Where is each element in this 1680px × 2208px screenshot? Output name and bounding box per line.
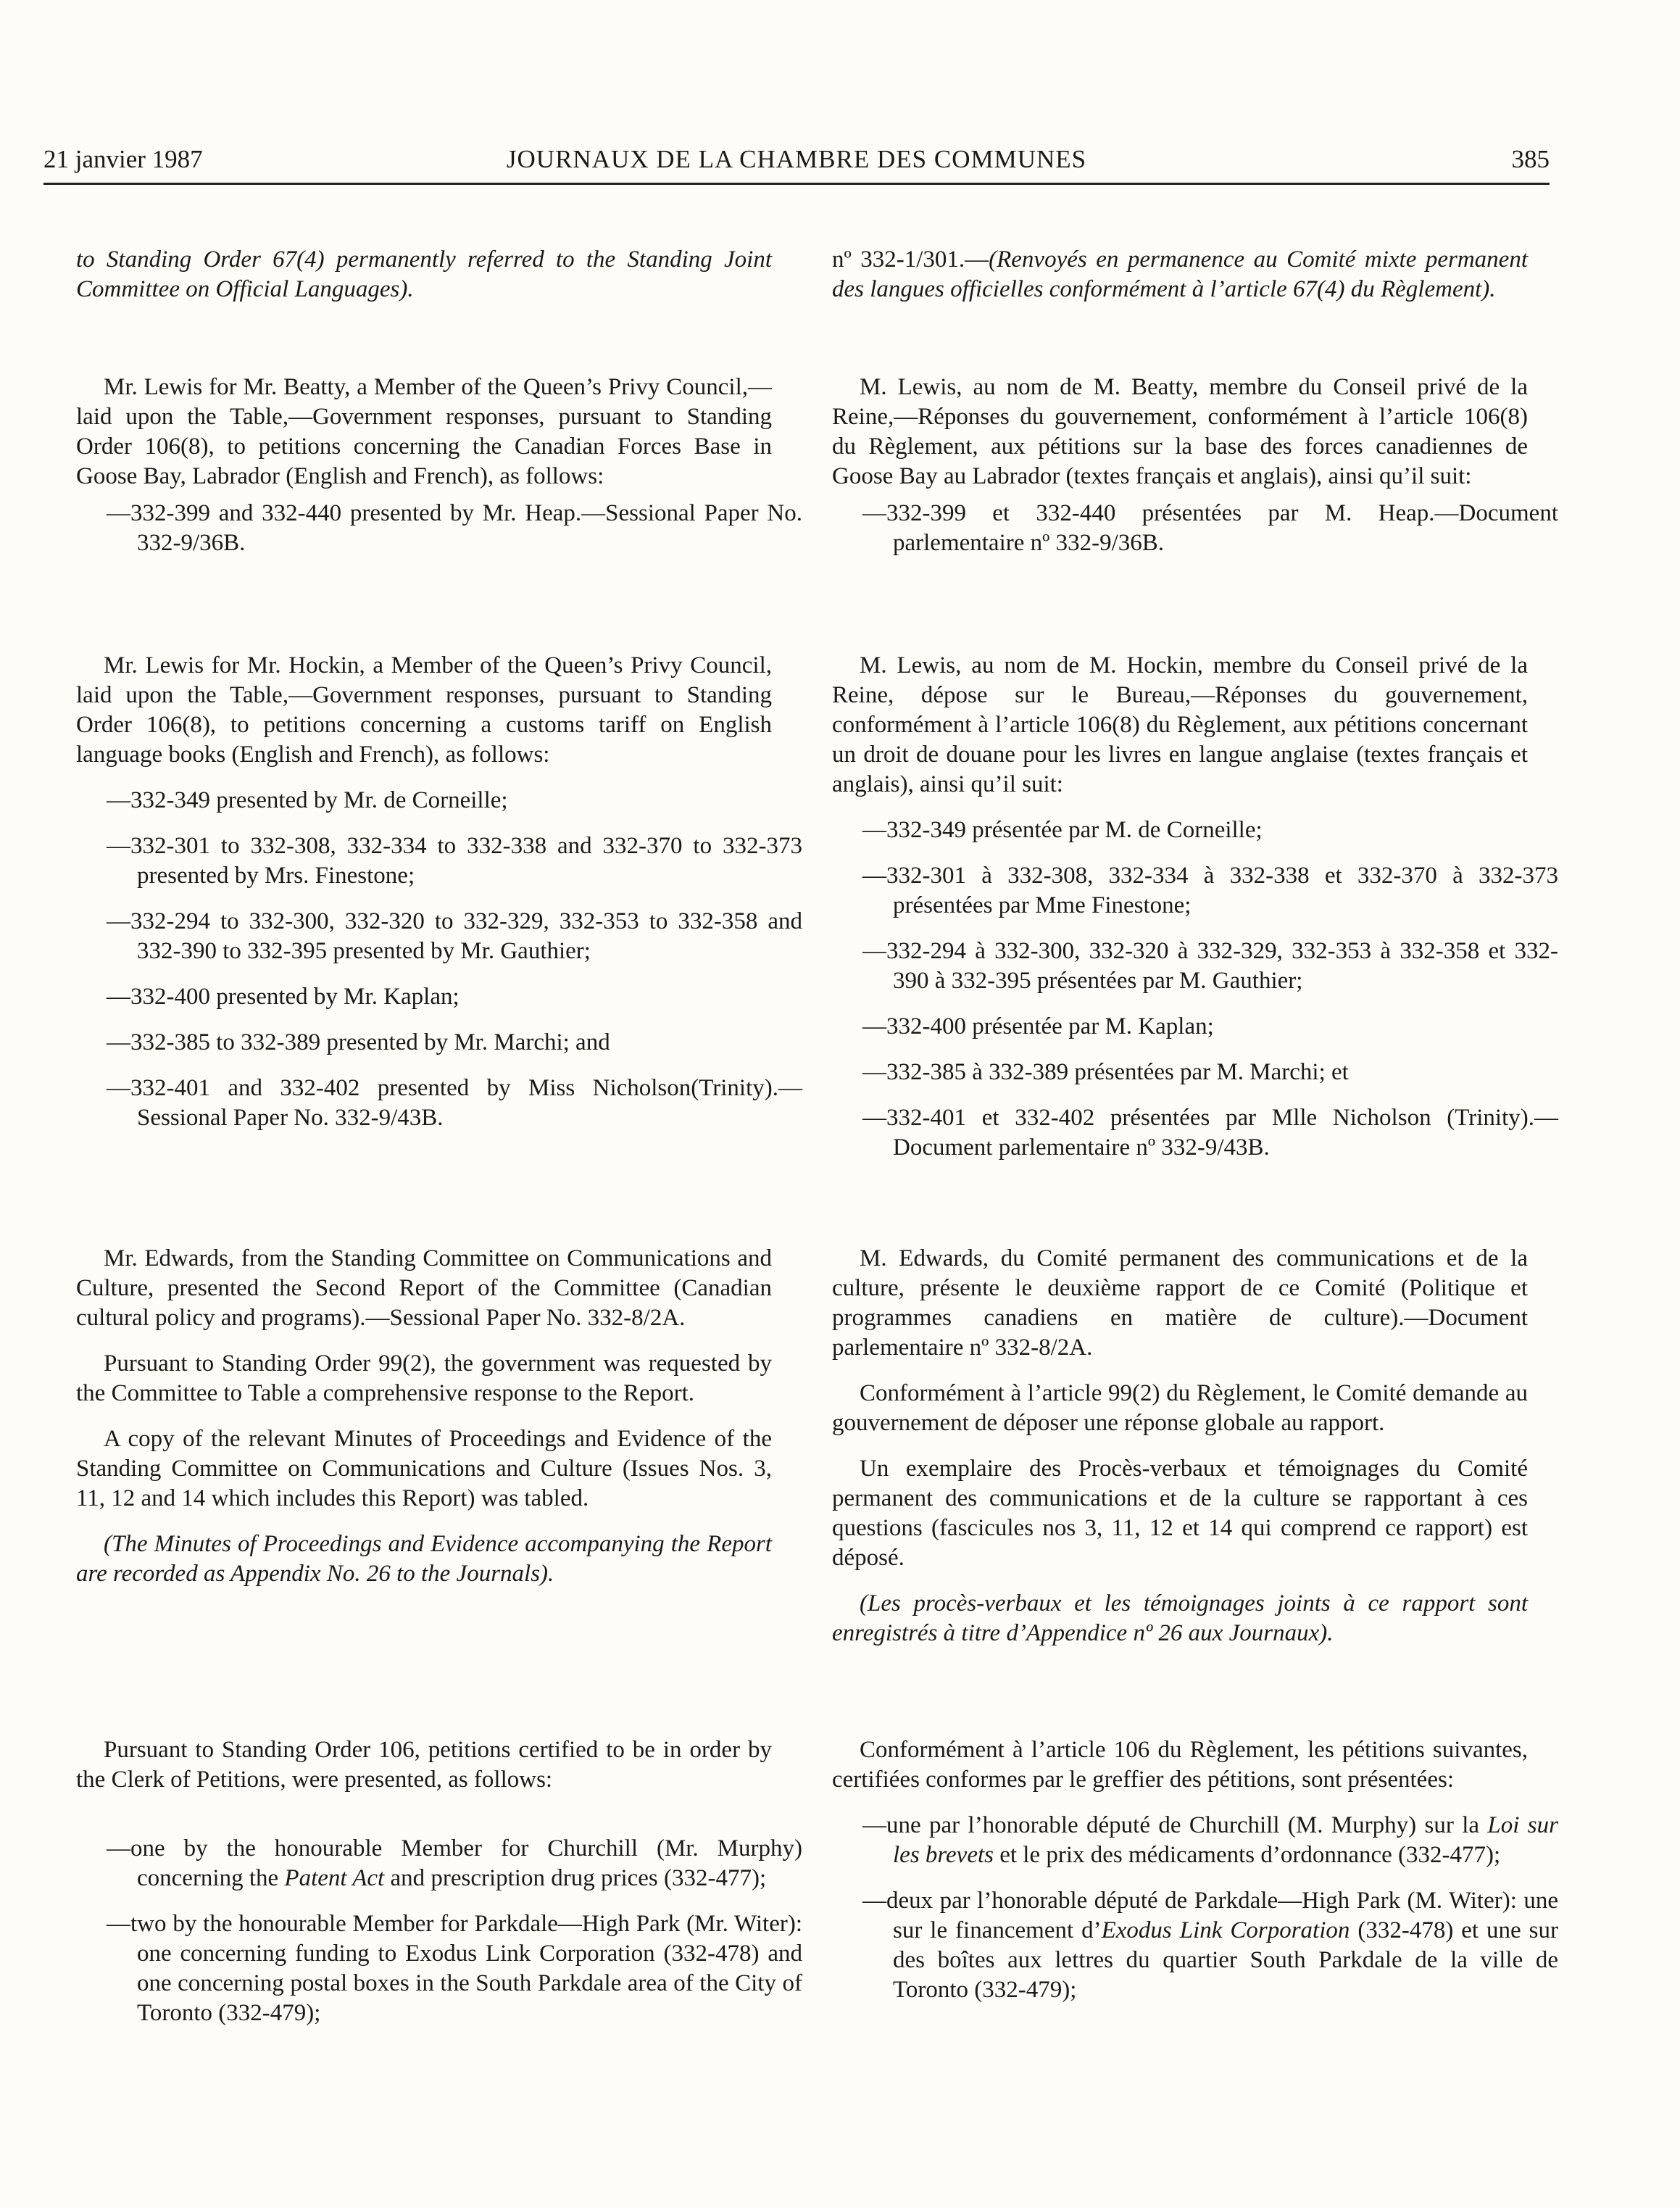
en-patent-act: Patent Act xyxy=(284,1865,385,1891)
fr-hockin-item: —332-401 et 332-402 présentées par Mlle Nicholson (Trinity).—Document parlementaire nº 332-9/43B. xyxy=(862,1105,1558,1161)
en-petition-item: —two by the honourable Member for Parkdale—High Park (Mr. Witer): one concerning funding to Exodus Link Corporation (332-478) and one concerning postal boxes in the South Parkdale area of the City of Toronto (332-479); xyxy=(107,1911,802,2026)
en-hockin-section xyxy=(76,651,802,1133)
fr-petition-item xyxy=(862,1811,1558,1870)
en-hockin-item: —332-301 to 332-308, 332-334 to 332-338 and 332-370 to 332-373 presented by Mrs. Finestone; xyxy=(107,833,802,889)
en-beatty-section xyxy=(76,373,802,558)
page-number: 385 xyxy=(1511,145,1550,173)
running-header xyxy=(43,142,1550,185)
en-edwards-section xyxy=(76,1244,772,1589)
header-date: 21 janvier 1987 xyxy=(43,145,203,173)
fr-beatty-intro: M. Lewis, au nom de M. Beatty, membre du Conseil privé de la Reine,—Réponses du gouvernement, conformément à l’article 106(8) du Règlement, aux pétitions sur la base des forces canadiennes de Goose Bay au Labrador (textes français et anglais), ainsi qu’il suit: xyxy=(832,374,1528,489)
en-beatty-item: —332-399 and 332-440 presented by Mr. Heap.—Sessional Paper No. 332-9/36B. xyxy=(107,500,802,556)
fr-hockin-item: —332-385 à 332-389 présentées par M. Marchi; et xyxy=(862,1059,1349,1085)
en-edwards-p4: (The Minutes of Proceedings and Evidence accompanying the Report are recorded as Appendix No. 26 to the Journals). xyxy=(76,1531,772,1587)
en-edwards-p1: Mr. Edwards, from the Standing Committee on Communications and Culture, presented the Second Report of the Committee (Canadian cultural policy and programs).—Sessional Paper No. 332-8/2A. xyxy=(76,1245,772,1331)
fr-petitions-intro: Conformément à l’article 106 du Règlement, les pétitions suivantes, certifiées conformes par le greffier des pétitions, sont présentées: xyxy=(832,1737,1528,1793)
en-hockin-item: —332-385 to 332-389 presented by Mr. Marchi; and xyxy=(107,1029,610,1055)
fr-petitions-section xyxy=(832,1735,1558,2005)
fr-continuation-text xyxy=(832,245,1528,304)
fr-petition-item-text: —une par l’honorable député de Churchill (M. Murphy) sur la xyxy=(862,1812,1488,1838)
fr-hockin-item: —332-294 à 332-300, 332-320 à 332-329, 332-353 à 332-358 et 332-390 à 332-395 présentées par M. Gauthier; xyxy=(862,938,1558,994)
en-edwards-p3: A copy of the relevant Minutes of Proceedings and Evidence of the Standing Committee on Communications and Culture (Issues Nos. 3, 11, 12 and 14 which includes this Report) was tabled. xyxy=(76,1426,772,1511)
fr-petition-item-text: et le prix des médicaments d’ordonnance (332-477); xyxy=(993,1842,1501,1868)
en-hockin-item: —332-401 and 332-402 presented by Miss Nicholson(Trinity).—Sessional Paper No. 332-9/43B. xyxy=(107,1075,802,1131)
fr-edwards-section xyxy=(832,1244,1528,1648)
en-continuation-text: to Standing Order 67(4) permanently referred to the Standing Joint Committee on Official Languages). xyxy=(76,246,772,302)
fr-continuation-note: (Renvoyés en permanence au Comité mixte permanent des langues officielles conformément à l’article 67(4) du Règlement). xyxy=(832,246,1528,302)
en-petitions-intro: Pursuant to Standing Order 106, petitions certified to be in order by the Clerk of Petitions, were presented, as follows: xyxy=(76,1737,772,1793)
en-beatty-intro: Mr. Lewis for Mr. Beatty, a Member of the Queen’s Privy Council,—laid upon the Table,—Government responses, pursuant to Standing Order 106(8), to petitions concerning the Canadian Forces Base in Goose Bay, Labrador (English and French), as follows: xyxy=(76,374,772,489)
fr-continuation-number: nº 332-1/301.— xyxy=(832,246,989,273)
en-petition-item-text: and prescription drug prices (332-477); xyxy=(384,1865,767,1891)
fr-hockin-intro: M. Lewis, au nom de M. Hockin, membre du Conseil privé de la Reine, dépose sur le Bureau,—Réponses du gouvernement, conformément à l’article 106(8) du Règlement, aux pétitions concernant un droit de douane pour les livres en langue anglaise (textes français et anglais), ainsi qu’il suit: xyxy=(832,652,1528,797)
fr-exodus-link: Exodus Link Corporation xyxy=(1101,1917,1350,1943)
fr-hockin-item: —332-301 à 332-308, 332-334 à 332-338 et 332-370 à 332-373 présentées par Mme Finestone; xyxy=(862,863,1558,918)
en-petition-item xyxy=(107,1834,802,1893)
fr-petition-item-text: (332-478) et une sur des boîtes aux lettres du quartier South Parkdale de la ville de Toronto (332-479); xyxy=(893,1917,1558,2003)
en-edwards-p2: Pursuant to Standing Order 99(2), the government was requested by the Committee to Table a comprehensive response to the Report. xyxy=(76,1350,772,1406)
en-petitions-section xyxy=(76,1735,802,2028)
fr-hockin-item: —332-349 présentée par M. de Corneille; xyxy=(862,817,1263,843)
fr-loi-brevets: Loi sur les brevets xyxy=(893,1812,1558,1868)
fr-petition-item-text: —deux par l’honorable député de Parkdale—High Park (M. Witer): une sur le financement d’ xyxy=(862,1888,1558,1943)
header-journal-title: JOURNAUX DE LA CHAMBRE DES COMMUNES xyxy=(506,145,1087,173)
fr-edwards-p2: Conformément à l’article 99(2) du Règlement, le Comité demande au gouvernement de déposer une réponse globale au rapport. xyxy=(832,1380,1528,1436)
en-petition-item-text: —one by the honourable Member for Churchill (Mr. Murphy) concerning the xyxy=(107,1835,802,1891)
fr-edwards-p4: (Les procès-verbaux et les témoignages joints à ce rapport sont enregistrés à titre d’Appendice nº 26 aux Journaux). xyxy=(832,1590,1528,1646)
fr-beatty-item: —332-399 et 332-440 présentées par M. Heap.—Document parlementaire nº 332-9/36B. xyxy=(862,500,1558,556)
fr-continuation xyxy=(832,245,1528,304)
en-hockin-intro: Mr. Lewis for Mr. Hockin, a Member of the Queen’s Privy Council, laid upon the Table,—Government responses, pursuant to Standing Order 106(8), to petitions concerning a customs tariff on English language books (English and French), as follows: xyxy=(76,652,772,768)
fr-edwards-p3: Un exemplaire des Procès-verbaux et témoignages du Comité permanent des communications et de la culture se rapportant à ces questions (fascicules nos 3, 11, 12 et 14 qui comprend ce rapport) est déposé. xyxy=(832,1456,1528,1571)
fr-hockin-item: —332-400 présentée par M. Kaplan; xyxy=(862,1013,1214,1039)
en-hockin-item: —332-294 to 332-300, 332-320 to 332-329, 332-353 to 332-358 and 332-390 to 332-395 presented by Mr. Gauthier; xyxy=(107,908,802,964)
fr-hockin-section xyxy=(832,651,1558,1163)
en-hockin-item: —332-349 presented by Mr. de Corneille; xyxy=(107,787,508,813)
en-hockin-item: —332-400 presented by Mr. Kaplan; xyxy=(107,984,459,1010)
en-continuation xyxy=(76,245,772,304)
fr-beatty-section xyxy=(832,373,1558,558)
fr-edwards-p1: M. Edwards, du Comité permanent des communications et de la culture, présente le deuxième rapport de ce Comité (Politique et programmes canadiens en matière de culture).—Document parlementaire nº 332-8/2A. xyxy=(832,1245,1528,1361)
fr-petition-item xyxy=(862,1886,1558,2005)
